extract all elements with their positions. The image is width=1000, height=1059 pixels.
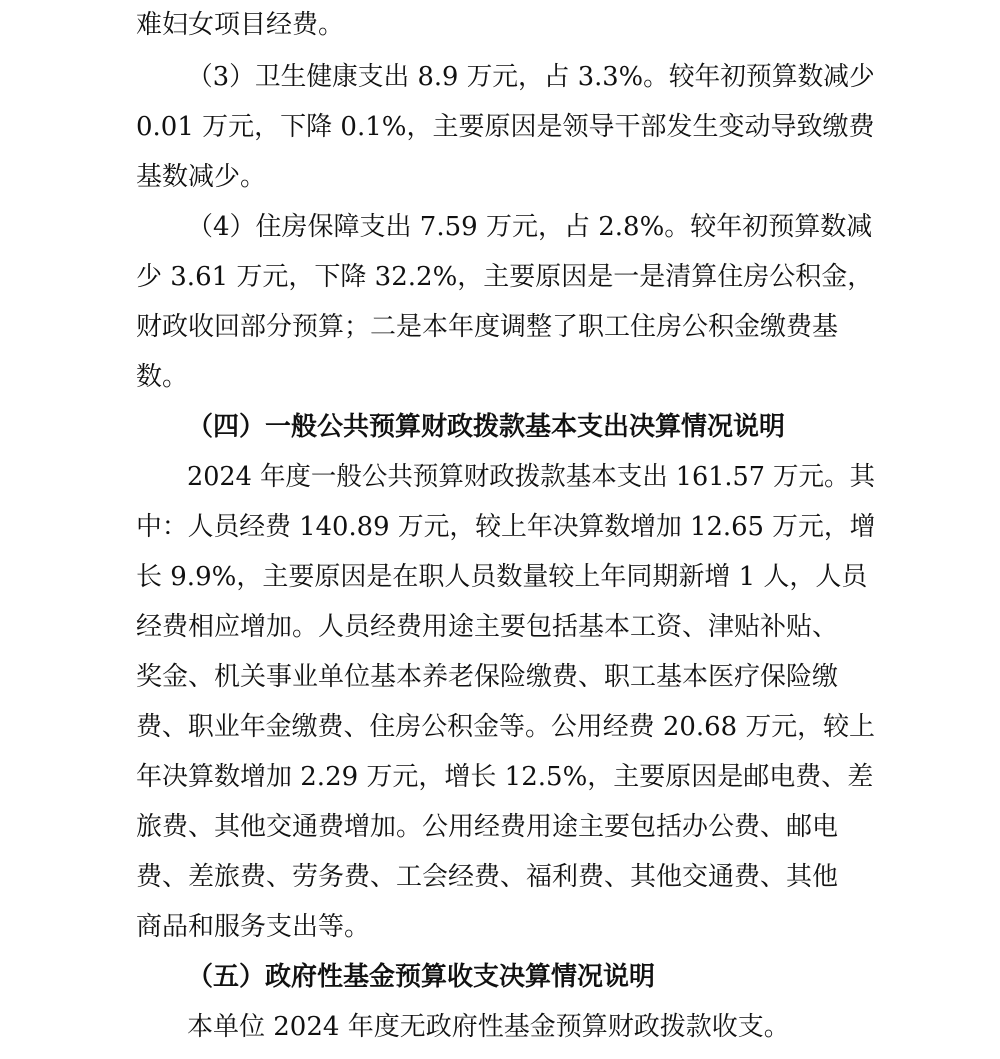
body-text-line: 难妇女项目经费。 [136, 10, 345, 40]
body-text-line: 奖金、机关事业单位基本养老保险缴费、职工基本医疗保险缴 [136, 662, 839, 692]
body-text-line: 费、差旅费、劳务费、工会经费、福利费、其他交通费、其他 [136, 862, 839, 892]
body-text-line: 基数减少。 [136, 162, 267, 192]
body-text-line: 少 3.61 万元，下降 32.2%，主要原因是一是清算住房公积金， [136, 262, 874, 292]
section-heading: （四）一般公共预算财政拨款基本支出决算情况说明 [187, 412, 786, 442]
body-text-line: 旅费、其他交通费增加。公用经费用途主要包括办公费、邮电 [136, 812, 839, 842]
body-text-line: 经费相应增加。人员经费用途主要包括基本工资、津贴补贴、 [136, 612, 839, 642]
body-text-line: 数。 [136, 362, 189, 392]
body-text-line: 长 9.9%，主要原因是在职人员数量较上年同期新增 1 人，人员 [136, 562, 868, 592]
body-text-line: 中：人员经费 140.89 万元，较上年决算数增加 12.65 万元，增 [136, 512, 876, 542]
body-text-line: 财政收回部分预算；二是本年度调整了职工住房公积金缴费基 [136, 312, 839, 342]
body-text-line: 2024 年度一般公共预算财政拨款基本支出 161.57 万元。其 [187, 462, 875, 492]
body-text-line: 年决算数增加 2.29 万元，增长 12.5%，主要原因是邮电费、差 [136, 762, 874, 792]
body-text-line: 费、职业年金缴费、住房公积金等。公用经费 20.68 万元，较上 [136, 712, 875, 742]
body-text-line: （3）卫生健康支出 8.9 万元，占 3.3%。较年初预算数减少 [187, 62, 875, 92]
body-text-line: 0.01 万元，下降 0.1%，主要原因是领导干部发生变动导致缴费 [136, 112, 875, 142]
section-heading: （五）政府性基金预算收支决算情况说明 [187, 962, 656, 992]
body-text-line: 商品和服务支出等。 [136, 912, 371, 942]
body-text-line: 本单位 2024 年度无政府性基金预算财政拨款收支。 [187, 1012, 790, 1042]
body-text-line: （4）住房保障支出 7.59 万元，占 2.8%。较年初预算数减 [187, 212, 873, 242]
